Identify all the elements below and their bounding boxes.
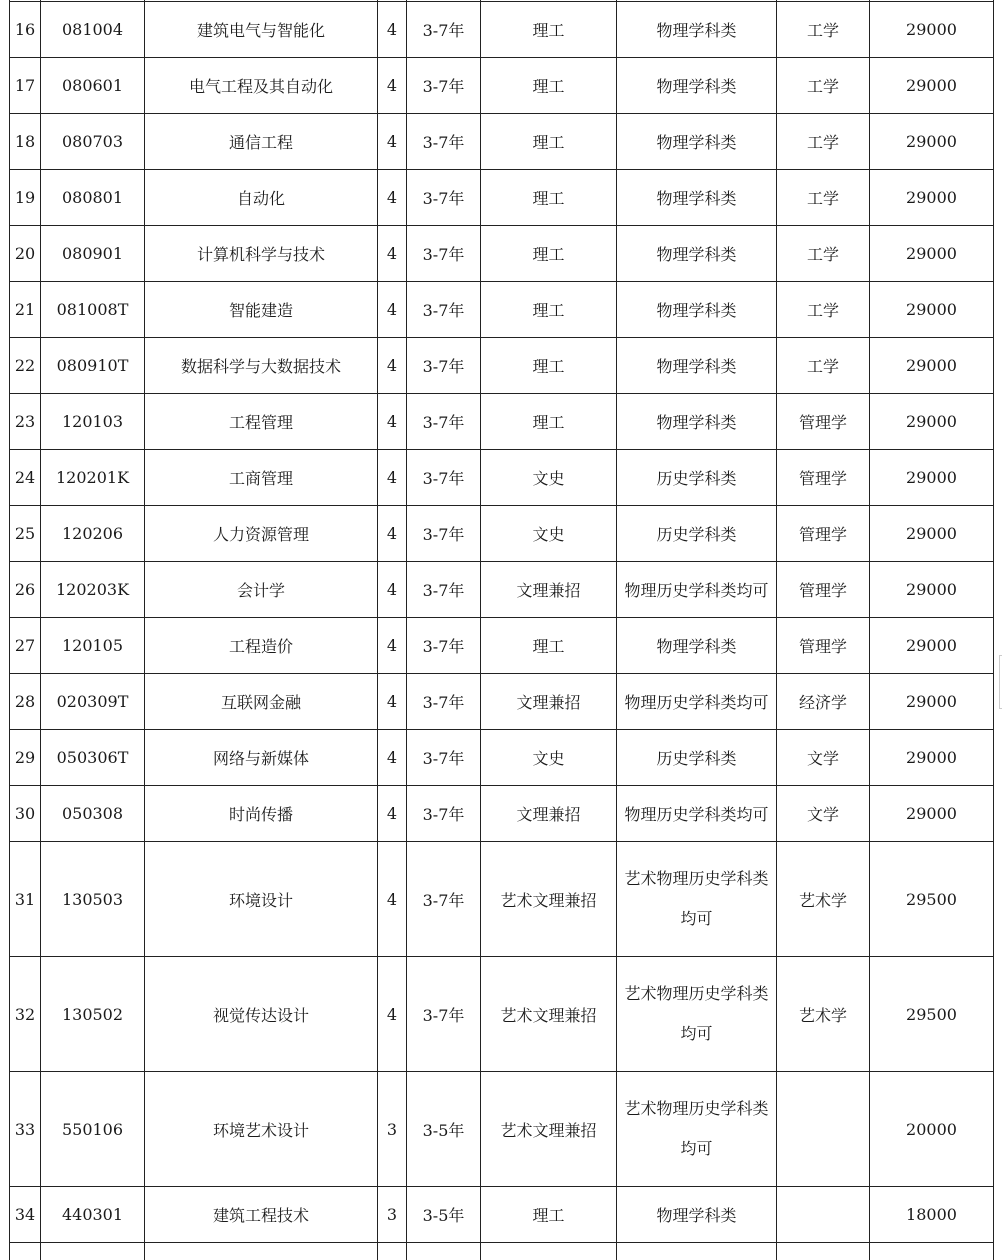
duration-cell: 3-7年 (407, 957, 481, 1072)
subject-requirement-cell: 物理学科类 (617, 618, 777, 674)
major-name-cell: 工程造价 (145, 618, 378, 674)
duration-cell: 3-7年 (407, 58, 481, 114)
subject-requirement-cell: 物理学科类 (617, 114, 777, 170)
major-code-cell: 120105 (41, 618, 145, 674)
row-number-cell: 24 (10, 450, 41, 506)
duration-cell: 3-5年 (407, 1072, 481, 1187)
duration-cell: 3-7年 (407, 842, 481, 957)
row-number-cell: 25 (10, 506, 41, 562)
subject-requirement-cell: 历史学科类 (617, 730, 777, 786)
row-number-cell: 19 (10, 170, 41, 226)
degree-cell: 艺术学 (777, 957, 870, 1072)
duration-cell: 3-7年 (407, 730, 481, 786)
degree-cell: 管理学 (777, 618, 870, 674)
row-number-cell: 23 (10, 394, 41, 450)
duration-cell: 3-7年 (407, 506, 481, 562)
row-number-cell: 18 (10, 114, 41, 170)
degree-cell: 经济学 (777, 674, 870, 730)
major-name-cell: 数据科学与大数据技术 (145, 338, 378, 394)
subject-requirement-cell: 物理学科类 (617, 170, 777, 226)
tuition-fee-cell: 20000 (870, 1072, 994, 1187)
major-name-cell: 工程管理 (145, 394, 378, 450)
admission-category-cell: 文理兼招 (481, 562, 617, 618)
row-number-cell: 34 (10, 1187, 41, 1243)
study-years-cell: 3 (378, 1187, 407, 1243)
tuition-fee-cell: 29000 (870, 730, 994, 786)
duration-cell: 3-7年 (407, 450, 481, 506)
study-years-cell: 4 (378, 674, 407, 730)
major-code-cell: 120206 (41, 506, 145, 562)
study-years-cell: 4 (378, 786, 407, 842)
degree-cell: 管理学 (777, 450, 870, 506)
duration-cell: 3-7年 (407, 618, 481, 674)
degree-cell: 工学 (777, 338, 870, 394)
study-years-cell: 4 (378, 226, 407, 282)
degree-cell: 管理学 (777, 394, 870, 450)
major-name-cell: 视觉传达设计 (145, 957, 378, 1072)
duration-cell: 3-7年 (407, 562, 481, 618)
major-name-cell: 智能建造 (145, 282, 378, 338)
row-number-cell: 16 (10, 2, 41, 58)
major-code-cell: 080601 (41, 58, 145, 114)
major-name-cell: 网络与新媒体 (145, 730, 378, 786)
row-number-cell: 21 (10, 282, 41, 338)
study-years-cell: 4 (378, 450, 407, 506)
row-number-cell: 30 (10, 786, 41, 842)
major-name-cell: 工商管理 (145, 450, 378, 506)
admission-category-cell: 艺术文理兼招 (481, 957, 617, 1072)
study-years-cell: 4 (378, 394, 407, 450)
degree-cell: 工学 (777, 2, 870, 58)
admission-category-cell: 理工 (481, 114, 617, 170)
duration-cell: 3-7年 (407, 674, 481, 730)
major-name-cell: 互联网金融 (145, 674, 378, 730)
major-code-cell: 130502 (41, 957, 145, 1072)
duration-cell: 3-5年 (407, 1187, 481, 1243)
tuition-fee-cell: 29000 (870, 674, 994, 730)
degree-cell: 工学 (777, 226, 870, 282)
majors-table (9, 0, 994, 1260)
major-name-cell: 环境设计 (145, 842, 378, 957)
admission-category-cell: 文史 (481, 506, 617, 562)
table-row (10, 170, 994, 226)
admission-category-cell: 文理兼招 (481, 674, 617, 730)
major-name-cell: 环境艺术设计 (145, 1072, 378, 1187)
major-name-cell: 通信工程 (145, 114, 378, 170)
degree-cell: 管理学 (777, 506, 870, 562)
subject-requirement-cell: 物理学科类 (617, 58, 777, 114)
duration-cell: 3-7年 (407, 114, 481, 170)
admission-category-cell: 理工 (481, 1187, 617, 1243)
study-years-cell: 4 (378, 282, 407, 338)
major-code-cell: 080801 (41, 170, 145, 226)
subject-requirement-cell: 物理学科类 (617, 394, 777, 450)
study-years-cell: 4 (378, 58, 407, 114)
major-code-cell: 080901 (41, 226, 145, 282)
admission-category-cell: 艺术文理兼招 (481, 842, 617, 957)
study-years-cell: 4 (378, 338, 407, 394)
admission-category-cell: 理工 (481, 170, 617, 226)
subject-requirement-cell: 物理学科类 (617, 338, 777, 394)
tuition-fee-cell: 29000 (870, 2, 994, 58)
tuition-fee-cell: 29000 (870, 562, 994, 618)
tuition-fee-cell: 18000 (870, 1187, 994, 1243)
table-row (10, 58, 994, 114)
subject-requirement-cell: 艺术物理历史学科类均可 (617, 842, 777, 957)
admission-category-cell: 文史 (481, 450, 617, 506)
subject-requirement-cell: 物理历史学科类均可 (617, 786, 777, 842)
duration-cell: 3-7年 (407, 786, 481, 842)
major-code-cell: 080910T (41, 338, 145, 394)
admission-category-cell: 文史 (481, 730, 617, 786)
major-code-cell: 550106 (41, 1072, 145, 1187)
row-number-cell: 31 (10, 842, 41, 957)
degree-cell: 艺术学 (777, 842, 870, 957)
tuition-fee-cell: 29500 (870, 957, 994, 1072)
subject-requirement-cell: 物理历史学科类均可 (617, 674, 777, 730)
major-name-cell: 建筑工程技术 (145, 1187, 378, 1243)
major-name-cell: 时尚传播 (145, 786, 378, 842)
tuition-fee-cell: 29000 (870, 114, 994, 170)
duration-cell: 3-7年 (407, 338, 481, 394)
admission-category-cell: 文理兼招 (481, 786, 617, 842)
study-years-cell: 4 (378, 170, 407, 226)
tuition-fee-cell: 29000 (870, 506, 994, 562)
admission-category-cell: 理工 (481, 282, 617, 338)
tuition-fee-cell: 29000 (870, 394, 994, 450)
major-code-cell: 120203K (41, 562, 145, 618)
admission-category-cell: 理工 (481, 394, 617, 450)
tuition-fee-cell: 29000 (870, 338, 994, 394)
admission-category-cell: 理工 (481, 2, 617, 58)
major-code-cell: 081008T (41, 282, 145, 338)
duration-cell: 3-7年 (407, 394, 481, 450)
table-row-partial-bottom (10, 1243, 994, 1260)
row-number-cell: 17 (10, 58, 41, 114)
table-row (10, 2, 994, 58)
tuition-fee-cell: 29500 (870, 842, 994, 957)
tuition-fee-cell: 29000 (870, 170, 994, 226)
major-name-cell: 人力资源管理 (145, 506, 378, 562)
subject-requirement-cell: 物理学科类 (617, 226, 777, 282)
admission-category-cell: 艺术文理兼招 (481, 1072, 617, 1187)
row-number-cell: 26 (10, 562, 41, 618)
table-row (10, 674, 994, 730)
subject-requirement-cell: 物理学科类 (617, 2, 777, 58)
admission-category-cell: 理工 (481, 226, 617, 282)
study-years-cell: 4 (378, 842, 407, 957)
tuition-fee-cell: 29000 (870, 618, 994, 674)
subject-requirement-cell: 物理历史学科类均可 (617, 562, 777, 618)
subject-requirement-cell: 历史学科类 (617, 506, 777, 562)
major-code-cell: 120103 (41, 394, 145, 450)
subject-requirement-cell: 艺术物理历史学科类均可 (617, 1072, 777, 1187)
major-code-cell: 050306T (41, 730, 145, 786)
degree-cell: 文学 (777, 730, 870, 786)
degree-cell: 工学 (777, 58, 870, 114)
row-number-cell: 29 (10, 730, 41, 786)
table-row (10, 786, 994, 842)
tuition-fee-cell: 29000 (870, 282, 994, 338)
duration-cell: 3-7年 (407, 226, 481, 282)
table-row (10, 957, 994, 1072)
study-years-cell: 4 (378, 562, 407, 618)
degree-cell: 管理学 (777, 562, 870, 618)
major-name-cell: 自动化 (145, 170, 378, 226)
row-number-cell: 22 (10, 338, 41, 394)
major-code-cell: 130503 (41, 842, 145, 957)
row-number-cell: 32 (10, 957, 41, 1072)
table-row (10, 1072, 994, 1187)
degree-cell: 工学 (777, 170, 870, 226)
major-code-cell: 081004 (41, 2, 145, 58)
major-name-cell: 计算机科学与技术 (145, 226, 378, 282)
major-code-cell: 080703 (41, 114, 145, 170)
row-number-cell: 28 (10, 674, 41, 730)
study-years-cell: 4 (378, 114, 407, 170)
subject-requirement-cell: 物理学科类 (617, 282, 777, 338)
subject-requirement-cell: 艺术物理历史学科类均可 (617, 957, 777, 1072)
major-name-cell: 电气工程及其自动化 (145, 58, 378, 114)
duration-cell: 3-7年 (407, 170, 481, 226)
degree-cell (777, 1187, 870, 1243)
table-row (10, 730, 994, 786)
subject-requirement-cell: 物理学科类 (617, 1187, 777, 1243)
row-number-cell: 20 (10, 226, 41, 282)
major-code-cell: 120201K (41, 450, 145, 506)
study-years-cell: 4 (378, 730, 407, 786)
row-number-cell: 33 (10, 1072, 41, 1187)
study-years-cell: 4 (378, 506, 407, 562)
major-code-cell: 020309T (41, 674, 145, 730)
degree-cell: 工学 (777, 114, 870, 170)
subject-requirement-cell: 历史学科类 (617, 450, 777, 506)
tuition-fee-cell: 29000 (870, 450, 994, 506)
duration-cell: 3-7年 (407, 2, 481, 58)
table-row (10, 226, 994, 282)
admission-category-cell: 理工 (481, 58, 617, 114)
table-row (10, 1187, 994, 1243)
table-row (10, 394, 994, 450)
row-number-cell: 27 (10, 618, 41, 674)
major-code-cell: 440301 (41, 1187, 145, 1243)
study-years-cell: 3 (378, 1072, 407, 1187)
degree-cell: 文学 (777, 786, 870, 842)
table-row (10, 562, 994, 618)
tuition-fee-cell: 29000 (870, 786, 994, 842)
major-name-cell: 建筑电气与智能化 (145, 2, 378, 58)
major-code-cell: 050308 (41, 786, 145, 842)
degree-cell: 工学 (777, 282, 870, 338)
tuition-fee-cell: 29000 (870, 226, 994, 282)
study-years-cell: 4 (378, 618, 407, 674)
table-row (10, 338, 994, 394)
duration-cell: 3-7年 (407, 282, 481, 338)
table-row (10, 450, 994, 506)
degree-cell (777, 1072, 870, 1187)
table-row (10, 114, 994, 170)
table-row (10, 618, 994, 674)
table-row (10, 282, 994, 338)
table-row (10, 506, 994, 562)
study-years-cell: 4 (378, 957, 407, 1072)
admission-category-cell: 理工 (481, 618, 617, 674)
admission-category-cell: 理工 (481, 338, 617, 394)
study-years-cell: 4 (378, 2, 407, 58)
tuition-fee-cell: 29000 (870, 58, 994, 114)
major-name-cell: 会计学 (145, 562, 378, 618)
table-row (10, 842, 994, 957)
